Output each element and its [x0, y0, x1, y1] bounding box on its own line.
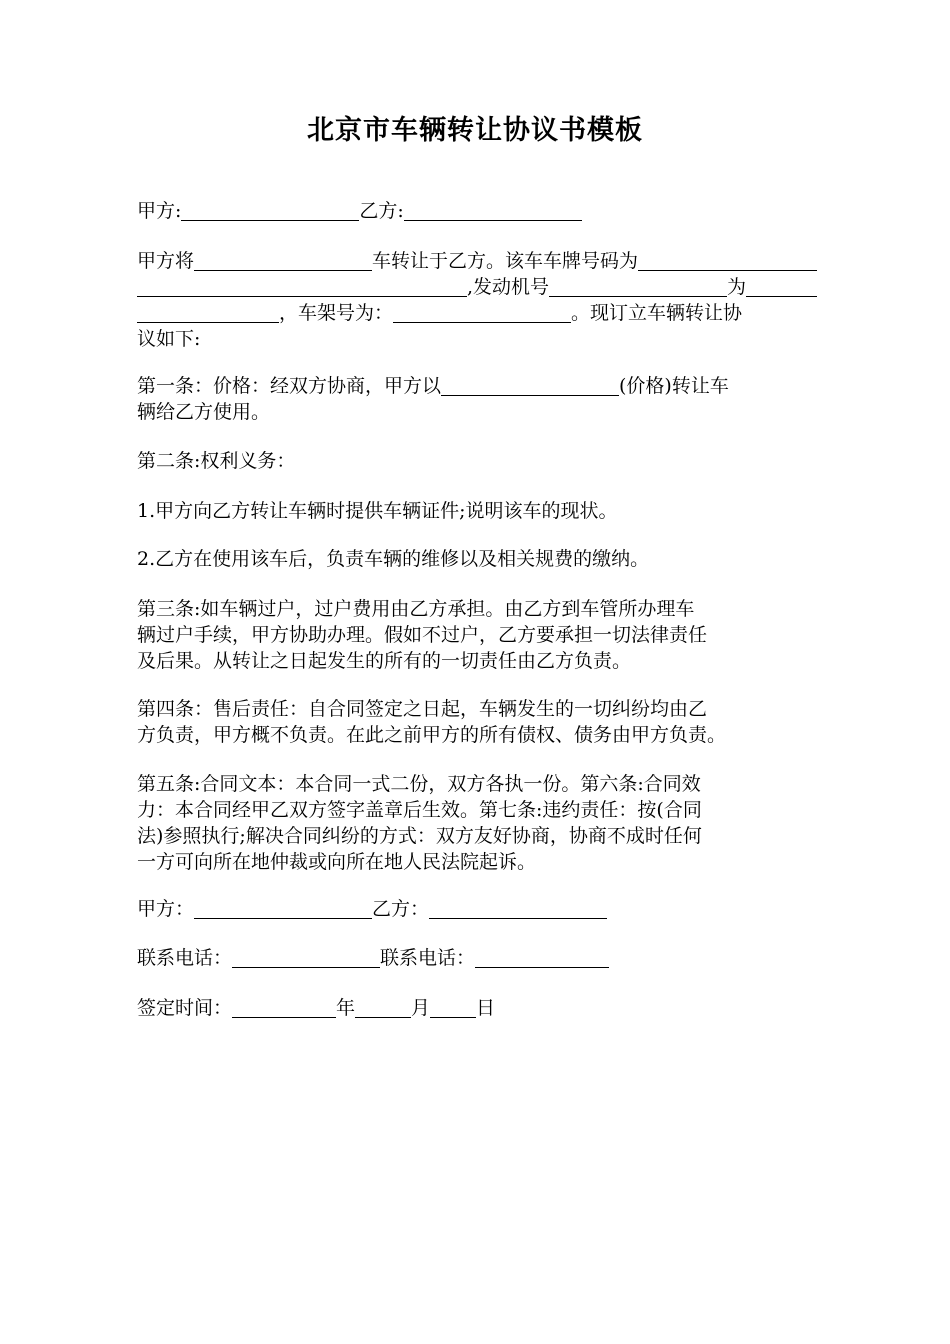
- article-3-line: 辆过户手续，甲方协助办理。假如不过户，乙方要承担一切法律责任: [137, 624, 708, 646]
- price-blank[interactable]: [441, 375, 619, 396]
- phone-a-blank[interactable]: [232, 947, 380, 968]
- article-2: [137, 448, 817, 474]
- year-label: 年: [336, 997, 356, 1019]
- party-a-label: 甲方:: [137, 200, 182, 222]
- article-3: [137, 596, 817, 674]
- item-1-text: 1.甲方向乙方转让车辆时提供车辆证件;说明该车的现状。: [137, 500, 618, 522]
- article-1-text: 辆给乙方使用。: [137, 401, 271, 423]
- article-5: [137, 771, 817, 875]
- article-4-line: 方负责，甲方概不负责。在此之前甲方的所有债权、债务由甲方负责。: [137, 724, 727, 746]
- month-blank[interactable]: [355, 997, 411, 1018]
- article-3-line: 及后果。从转让之日起发生的所有的一切责任由乙方负责。: [137, 650, 632, 672]
- article-2-item-1: [137, 498, 817, 524]
- plate-number-blank[interactable]: [638, 250, 817, 271]
- party-b-blank[interactable]: [404, 200, 582, 221]
- intro-text: 议如下:: [137, 328, 201, 350]
- phone-a-label: 联系电话：: [137, 947, 233, 969]
- article-5-line: 第五条:合同文本：本合同一式二份，双方各执一份。第六条:合同效: [137, 773, 701, 795]
- article-2-item-2: [137, 546, 817, 572]
- intro-text: ,发动机号: [467, 276, 550, 298]
- engine-number-blank[interactable]: [549, 276, 727, 297]
- sign-party-a-blank[interactable]: [194, 898, 372, 919]
- phone-b-label: 联系电话：: [380, 947, 476, 969]
- phone-line: [137, 945, 817, 971]
- engine-number-blank-cont[interactable]: [137, 302, 279, 323]
- day-blank[interactable]: [430, 997, 476, 1018]
- signature-line: [137, 896, 817, 922]
- document-title: 北京市车辆转让协议书模板: [307, 115, 643, 146]
- sign-party-b-label: 乙方：: [372, 898, 430, 920]
- month-label: 月: [411, 997, 431, 1019]
- date-label: 签定时间：: [137, 997, 233, 1019]
- intro-text: 。现订立车辆转让协: [571, 302, 743, 324]
- vehicle-blank[interactable]: [194, 250, 372, 271]
- intro-text: 为: [727, 276, 747, 298]
- article-2-heading: 第二条:权利义务：: [137, 450, 296, 472]
- engine-number-blank-cont[interactable]: [746, 276, 817, 297]
- intro-text: 甲方将: [137, 250, 195, 272]
- frame-number-blank[interactable]: [393, 302, 571, 323]
- phone-b-blank[interactable]: [475, 947, 609, 968]
- article-1-text: 第一条：价格：经双方协商，甲方以: [137, 375, 442, 397]
- article-5-line: 法)参照执行;解决合同纠纷的方式：双方友好协商，协商不成时任何: [137, 825, 702, 847]
- article-5-line: 一方可向所在地仲裁或向所在地人民法院起诉。: [137, 851, 537, 873]
- parties-line: [137, 198, 817, 224]
- intro-text: ，车架号为：: [279, 302, 394, 324]
- article-5-line: 力：本合同经甲乙双方签字盖章后生效。第七条:违约责任：按(合同: [137, 799, 702, 821]
- article-4-line: 第四条：售后责任：自合同签定之日起，车辆发生的一切纠纷均由乙: [137, 698, 708, 720]
- date-line: [137, 995, 817, 1021]
- sign-party-b-blank[interactable]: [429, 898, 607, 919]
- sign-party-a-label: 甲方：: [137, 898, 195, 920]
- intro-paragraph: [137, 248, 817, 352]
- article-1-text: (价格)转让车: [619, 375, 729, 397]
- plate-number-blank-cont[interactable]: [137, 276, 467, 297]
- day-label: 日: [476, 997, 496, 1019]
- party-b-label: 乙方:: [359, 200, 404, 222]
- article-1: [137, 373, 817, 425]
- party-a-blank[interactable]: [181, 200, 359, 221]
- year-blank[interactable]: [232, 997, 336, 1018]
- article-3-line: 第三条:如车辆过户，过户费用由乙方承担。由乙方到车管所办理车: [137, 598, 695, 620]
- item-2-text: 2.乙方在使用该车后，负责车辆的维修以及相关规费的缴纳。: [137, 548, 650, 570]
- article-4: [137, 696, 817, 748]
- intro-text: 车转让于乙方。该车车牌号码为: [372, 250, 639, 272]
